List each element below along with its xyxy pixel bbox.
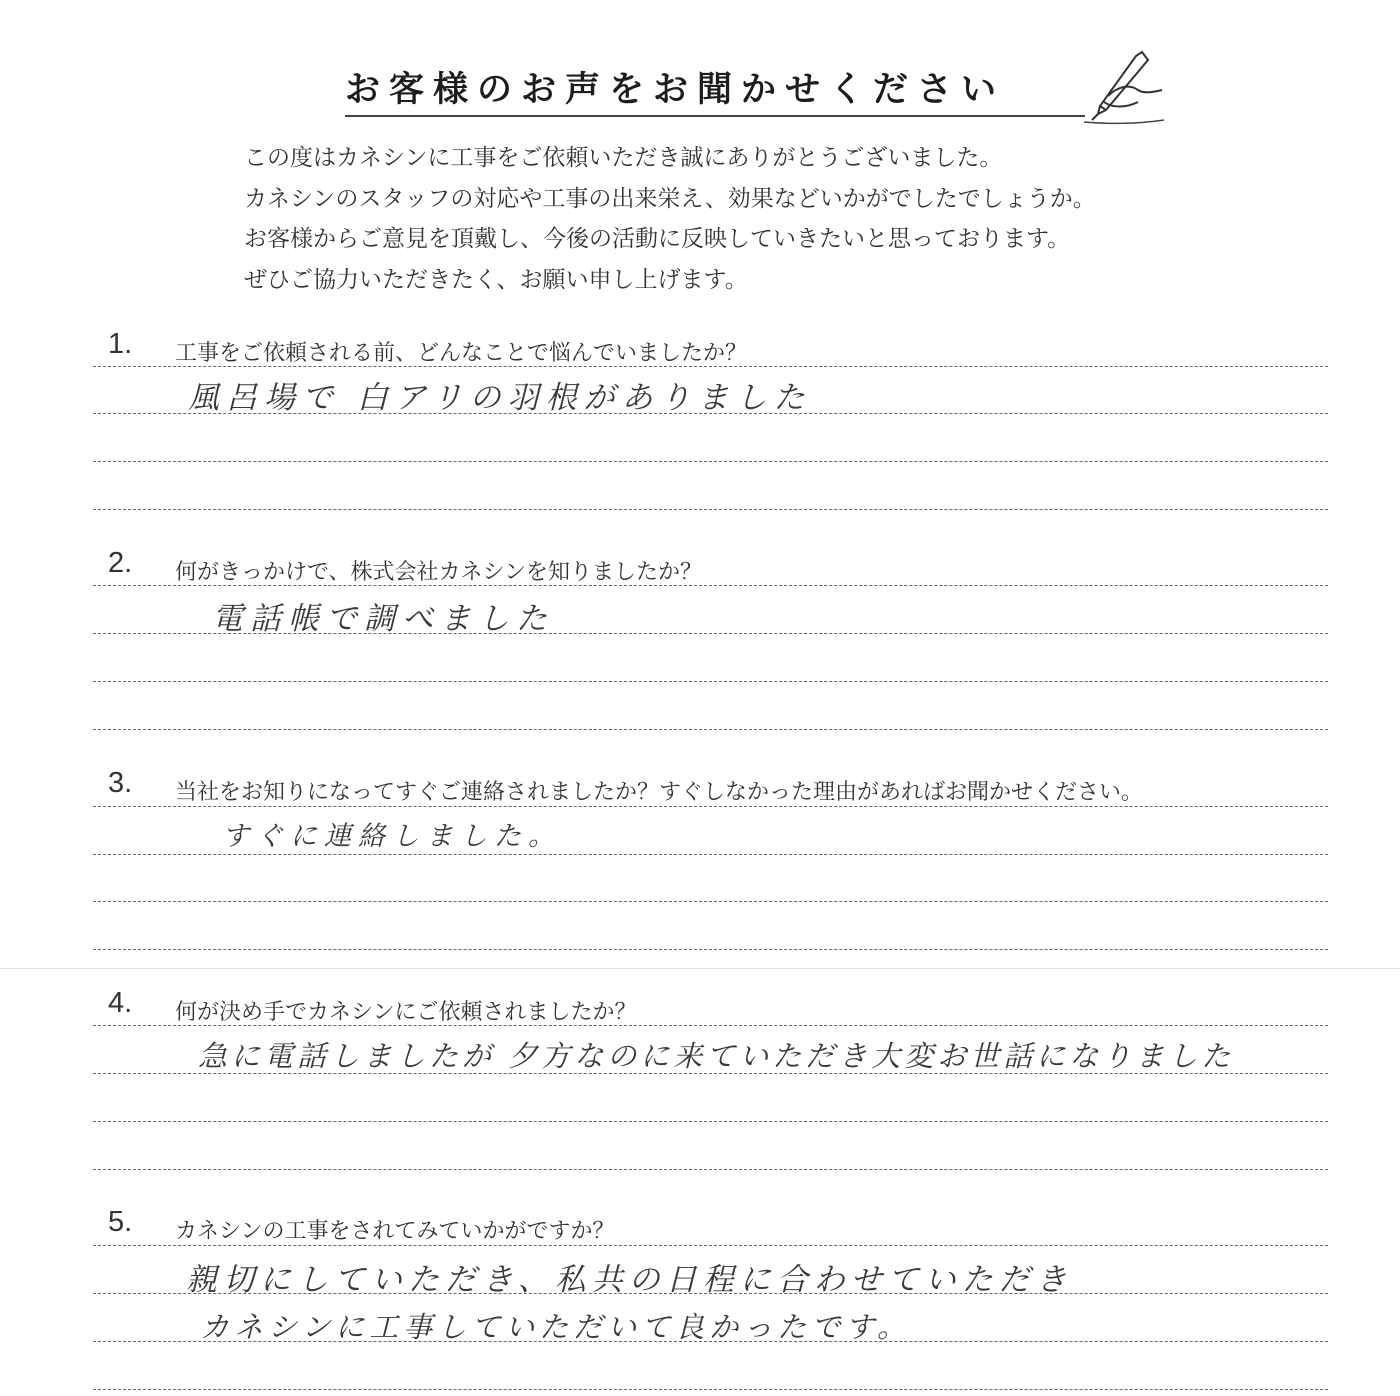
question-number: 2. <box>108 547 133 579</box>
answer-line <box>93 1169 1328 1170</box>
answer-line <box>93 806 1328 807</box>
handwritten-answer: カネシンに工事していただいて良かったです。 <box>200 1310 911 1344</box>
answer-line <box>93 1073 1328 1074</box>
answer-line <box>93 854 1328 855</box>
intro-line: カネシンのスタッフの対応や工事の出来栄え、効果などいかがでしたでしょうか。 <box>244 185 1096 212</box>
handwritten-answer: 電話帳で調べました <box>212 601 554 637</box>
intro-line: この度はカネシンに工事をご依頼いただき誠にありがとうございました。 <box>244 145 1003 171</box>
answer-line <box>93 461 1328 462</box>
handwritten-answer: 急に電話しましたが 夕方なのに来ていただき大変お世話になりました <box>198 1039 1235 1073</box>
answer-line <box>93 366 1328 367</box>
intro-line: ぜひご協力いただきたく、お願い申し上げます。 <box>244 266 748 293</box>
answer-line <box>93 681 1328 682</box>
question-text: 工事をご依頼される前、どんなことで悩んでいましたか？ <box>175 341 748 366</box>
answer-line <box>93 729 1328 730</box>
question-text: カネシンの工事をされてみていかがですか？ <box>175 1219 615 1244</box>
question-text: 当社をお知りになってすぐご連絡されましたか？すぐしなかった理由があればお聞かせください。 <box>175 780 1144 805</box>
question-number: 1. <box>108 328 133 360</box>
answer-line <box>93 1389 1328 1390</box>
answer-line <box>93 1025 1328 1026</box>
question-text: 何がきっかけで、株式会社カネシンを知りましたか？ <box>175 560 703 585</box>
page-title: お客様のお声をお聞かせください <box>345 70 1006 110</box>
title-underline <box>345 115 1085 117</box>
handwritten-answer: 親切にしていただき、私共の日程に合わせていただき <box>186 1262 1073 1298</box>
page-fold-line <box>0 968 1400 969</box>
question-text: 何が決め手でカネシンにご依頼されましたか？ <box>175 1000 637 1025</box>
handwritten-answer: 風呂場で 白アリの羽根がありました <box>188 380 812 416</box>
question-number: 3. <box>108 767 133 799</box>
intro-line: お客様からご意見を頂戴し、今後の活動に反映していきたいと思っております。 <box>244 226 1071 252</box>
intro-paragraph <box>244 138 1096 300</box>
question-number: 5. <box>108 1206 133 1238</box>
answer-line <box>93 1245 1328 1246</box>
answer-line <box>93 1341 1328 1342</box>
answer-line <box>93 633 1328 634</box>
answer-line <box>93 901 1328 902</box>
answer-line <box>93 949 1328 950</box>
answer-line <box>93 509 1328 510</box>
handwritten-answer: すぐに連絡しました。 <box>222 821 562 852</box>
question-number: 4. <box>108 987 133 1019</box>
answer-line <box>93 413 1328 414</box>
answer-line <box>93 1121 1328 1122</box>
pen-writing-icon <box>1078 50 1168 130</box>
answer-line <box>93 1293 1328 1294</box>
answer-line <box>93 585 1328 586</box>
